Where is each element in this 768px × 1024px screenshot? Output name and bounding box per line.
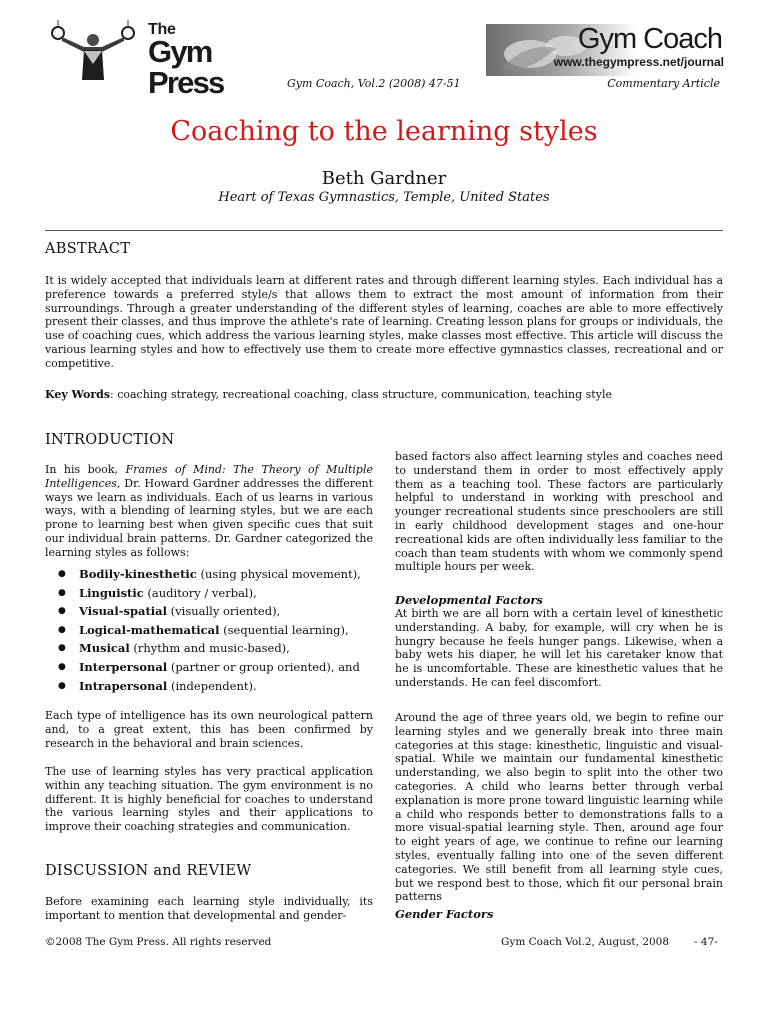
gender-factors-heading: Gender Factors (395, 907, 494, 921)
list-item: ● Musical (rhythm and music-based), (45, 639, 373, 658)
journal-name: Gym Coach (577, 23, 722, 55)
copyright: ©2008 The Gym Press. All rights reserved (45, 936, 272, 948)
intro-p1-start: In his book, (45, 463, 126, 476)
keywords-list: : coaching strategy, recreational coaching, class structure, communication, teaching style (110, 388, 612, 401)
developmental-factors-heading: Developmental Factors (395, 593, 543, 607)
keywords (45, 388, 612, 401)
list-item: ● Visual-spatial (visually oriented), (45, 602, 373, 621)
author-name: Beth Gardner (321, 168, 447, 189)
article-title: Coaching to the learning styles (170, 116, 598, 147)
keywords-label: Key Words (45, 388, 111, 401)
abstract-heading: ABSTRACT (45, 241, 131, 257)
publisher-the: The (148, 21, 176, 38)
intro-paragraph-2: Each type of intelligence has its own neurological pattern and, to a great extent, this has been confirmed by research in the behavioral and brain sciences. (45, 709, 373, 750)
publisher-logo (44, 20, 274, 100)
list-item: ● Bodily-kinesthetic (using physical movement), (45, 565, 373, 584)
journal-url: www.thegympress.net/journal (553, 55, 724, 69)
list-item: ● Logical-mathematical (sequential learning), (45, 621, 373, 640)
publisher-name: Gym Press (148, 34, 224, 100)
developmental-paragraph-2: Around the age of three years old, we begin to refine our learning styles and we generally break into three main categories at this stage: kinesthetic, linguistic and visual-spatial. While we maintain our fundamental kinesthetic understanding, we also begin to split into the other two categories. A child who learns better through verbal explanation is more prone toward linguistic learning while a child who responds better to demonstrations falls to a more visual-spatial learning style. Then, around age four to eight years of age, we continue to refine our learning styles, eventually falling into one of the seven different categories. We still benefit from all learning style cues, but we respond best to those, which fit our personal brain patterns (395, 711, 723, 904)
book-title: Frames of Mind: The Theory of Multiple Intelligences (45, 463, 373, 490)
list-item: ● Interpersonal (partner or group oriented), and (45, 658, 373, 677)
article-type: Commentary Article (607, 77, 720, 90)
discussion-heading: DISCUSSION and REVIEW (45, 863, 252, 879)
learning-styles-list (45, 565, 373, 695)
gymnast-rings-image (44, 20, 144, 80)
citation: Gym Coach, Vol.2 (2008) 47-51 (287, 77, 461, 90)
discussion-paragraph-1: Before examining each learning style individually, its important to mention that developmental and gender- (45, 895, 373, 922)
abstract-text: It is widely accepted that individuals learn at different rates and through different learning styles. Each individual has a preference towards a preferred style/s that allows them to extract the most amount of information from their surroundings. Through a greater understanding of the different styles of learning, coaches are able to more effectively present their classes, and thus improve the athlete's rate of learning. Creating lesson plans for groups or individuals, the use of coaching cues, which address the various learning styles, make classes most effective. This article will discuss the various learning styles and how to effectively use them to create more effective gymnastics classes, recreational and or competitive. (45, 274, 723, 370)
page-number: - 47- (694, 936, 718, 948)
intro-paragraph-1 (45, 463, 373, 560)
journal-issue: Gym Coach Vol.2, August, 2008 (501, 936, 670, 948)
header-divider (45, 230, 723, 231)
journal-logo (486, 24, 726, 76)
column2-paragraph-1: based factors also affect learning styles and coaches need to understand them in order to most effectively apply them as a teaching tool. These factors are particularly helpful to understand in working with preschool and younger recreational students since preschoolers are still in early childhood development stages and one-hour recreational kids are often individually less familiar to the coach than team students with whom we commonly spend multiple hours per week. (395, 450, 723, 574)
author-affiliation: Heart of Texas Gymnastics, Temple, United States (218, 190, 550, 205)
intro-p1-end: , Dr. Howard Gardner addresses the different ways we learn as individuals. Each of us learns in various ways, with a blending of learning styles, but we are each prone to learning best when given specific cues that suit our individual brain patterns. Dr. Gardner categorized the learning styles as follows: (45, 476, 373, 559)
list-item: ● Intrapersonal (independent). (45, 677, 373, 696)
list-item: ● Linguistic (auditory / verbal), (45, 584, 373, 603)
introduction-heading: INTRODUCTION (45, 432, 175, 448)
developmental-paragraph-1: At birth we are all born with a certain level of kinesthetic understanding. A baby, for example, will cry when he is hungry because he feels hunger pangs. Likewise, when a baby wets his diaper, he will let his caretaker know that he is uncomfortable. These are kinesthetic values that he understands. He can feel discomfort. (395, 607, 723, 689)
intro-paragraph-3: The use of learning styles has very practical application within any teaching situation. The gym environment is no different. It is highly beneficial for coaches to understand the various learning styles and their applications to improve their coaching strategies and communication. (45, 765, 373, 834)
